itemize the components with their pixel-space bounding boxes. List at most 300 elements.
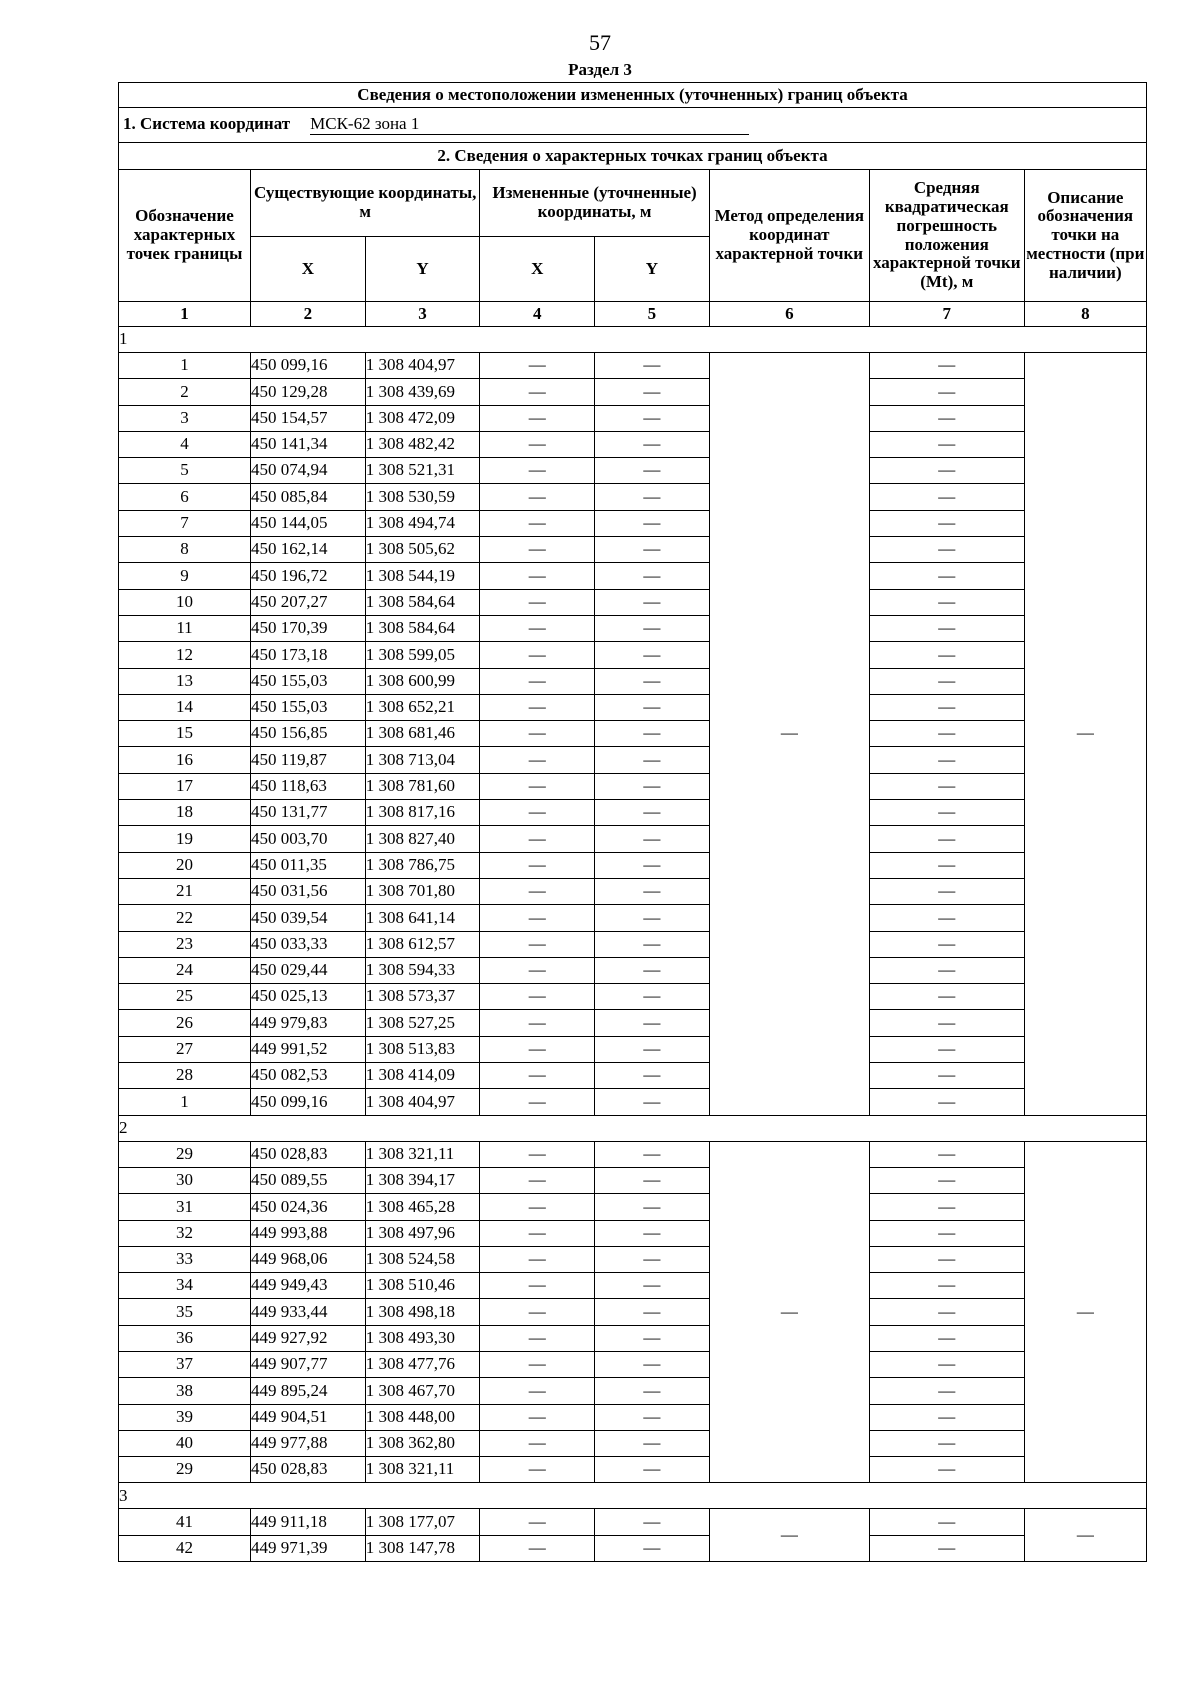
changed-x-cell: —: [480, 800, 595, 826]
method-cell: —: [709, 353, 869, 1116]
contour-label: 2: [119, 1115, 1147, 1141]
existing-y-cell: 1 308 448,00: [365, 1404, 480, 1430]
column-number: 5: [595, 302, 710, 327]
changed-x-cell: —: [480, 1351, 595, 1377]
changed-y-cell: —: [595, 642, 710, 668]
point-id-cell: 42: [119, 1535, 251, 1561]
existing-x-cell: 450 154,57: [251, 405, 366, 431]
changed-x-cell: —: [480, 615, 595, 641]
table-row: [119, 1457, 1147, 1483]
error-cell: —: [869, 1535, 1024, 1561]
existing-y-cell: 1 308 505,62: [365, 537, 480, 563]
error-cell: —: [869, 668, 1024, 694]
changed-y-cell: —: [595, 1457, 710, 1483]
table-row: [119, 405, 1147, 431]
existing-y-cell: 1 308 513,83: [365, 1036, 480, 1062]
changed-x-cell: —: [480, 1299, 595, 1325]
point-id-cell: 19: [119, 826, 251, 852]
error-cell: —: [869, 431, 1024, 457]
changed-y-cell: —: [595, 1378, 710, 1404]
existing-x-cell: 450 028,83: [251, 1457, 366, 1483]
changed-y-cell: —: [595, 694, 710, 720]
error-cell: —: [869, 957, 1024, 983]
changed-y-cell: —: [595, 589, 710, 615]
changed-y-cell: —: [595, 984, 710, 1010]
existing-y-cell: 1 308 781,60: [365, 773, 480, 799]
error-cell: —: [869, 589, 1024, 615]
changed-y-cell: —: [595, 878, 710, 904]
changed-x-cell: —: [480, 1430, 595, 1456]
changed-x-cell: —: [480, 642, 595, 668]
point-id-cell: 31: [119, 1194, 251, 1220]
changed-x-cell: —: [480, 1246, 595, 1272]
changed-x-cell: —: [480, 510, 595, 536]
method-cell: —: [709, 1141, 869, 1483]
error-cell: —: [869, 1167, 1024, 1193]
changed-x-cell: —: [480, 563, 595, 589]
column-number: 7: [869, 302, 1024, 327]
existing-x-cell: 450 074,94: [251, 458, 366, 484]
changed-x-cell: —: [480, 957, 595, 983]
error-cell: —: [869, 510, 1024, 536]
changed-x-cell: —: [480, 1325, 595, 1351]
changed-y-cell: —: [595, 1089, 710, 1115]
point-id-cell: 34: [119, 1273, 251, 1299]
changed-y-cell: —: [595, 1010, 710, 1036]
column-number: 1: [119, 302, 251, 327]
point-id-cell: 32: [119, 1220, 251, 1246]
existing-y-cell: 1 308 530,59: [365, 484, 480, 510]
changed-x-cell: —: [480, 1089, 595, 1115]
error-cell: —: [869, 484, 1024, 510]
existing-y-cell: 1 308 786,75: [365, 852, 480, 878]
changed-x-cell: —: [480, 1167, 595, 1193]
changed-y-cell: —: [595, 1325, 710, 1351]
existing-y-cell: 1 308 321,11: [365, 1457, 480, 1483]
changed-y-cell: —: [595, 405, 710, 431]
table-row: [119, 642, 1147, 668]
table-row: [119, 852, 1147, 878]
error-cell: —: [869, 353, 1024, 379]
error-cell: —: [869, 379, 1024, 405]
contour-label: 3: [119, 1483, 1147, 1509]
existing-x-cell: 450 129,28: [251, 379, 366, 405]
changed-y-cell: —: [595, 379, 710, 405]
existing-x-cell: 450 085,84: [251, 484, 366, 510]
changed-y-cell: —: [595, 563, 710, 589]
table-row: [119, 1404, 1147, 1430]
changed-y-cell: —: [595, 1299, 710, 1325]
error-cell: —: [869, 1457, 1024, 1483]
coord-system-value: МСК-62 зона 1: [310, 115, 749, 135]
changed-y-cell: —: [595, 1351, 710, 1377]
point-id-cell: 18: [119, 800, 251, 826]
existing-x-cell: 450 207,27: [251, 589, 366, 615]
changed-x-cell: —: [480, 852, 595, 878]
page-number: 57: [589, 30, 611, 55]
point-id-cell: 3: [119, 405, 251, 431]
existing-y-cell: 1 308 177,07: [365, 1509, 480, 1535]
existing-x-cell: 450 118,63: [251, 773, 366, 799]
error-cell: —: [869, 1089, 1024, 1115]
existing-y-cell: 1 308 510,46: [365, 1273, 480, 1299]
existing-y-cell: 1 308 827,40: [365, 826, 480, 852]
column-number: 2: [251, 302, 366, 327]
changed-y-cell: —: [595, 353, 710, 379]
point-id-cell: 39: [119, 1404, 251, 1430]
header-existing-coords: Существующие координаты, м: [251, 170, 480, 237]
existing-y-cell: 1 308 521,31: [365, 458, 480, 484]
point-id-cell: 23: [119, 931, 251, 957]
error-cell: —: [869, 826, 1024, 852]
point-id-cell: 7: [119, 510, 251, 536]
table-row: [119, 379, 1147, 405]
header-existing-x: X: [251, 237, 366, 302]
existing-x-cell: 449 968,06: [251, 1246, 366, 1272]
changed-x-cell: —: [480, 668, 595, 694]
table-row: [119, 458, 1147, 484]
changed-x-cell: —: [480, 1010, 595, 1036]
column-number: 6: [709, 302, 869, 327]
contour-group-row: [119, 1483, 1147, 1509]
table-row: [119, 589, 1147, 615]
existing-x-cell: 449 933,44: [251, 1299, 366, 1325]
error-cell: —: [869, 1378, 1024, 1404]
point-id-cell: 21: [119, 878, 251, 904]
description-cell: —: [1024, 353, 1146, 1116]
point-id-cell: 5: [119, 458, 251, 484]
table-row: [119, 773, 1147, 799]
point-id-cell: 10: [119, 589, 251, 615]
existing-x-cell: 450 155,03: [251, 694, 366, 720]
point-id-cell: 36: [119, 1325, 251, 1351]
table-row: [119, 1246, 1147, 1272]
error-cell: —: [869, 1430, 1024, 1456]
error-cell: —: [869, 852, 1024, 878]
error-cell: —: [869, 1273, 1024, 1299]
changed-y-cell: —: [595, 905, 710, 931]
table-row: [119, 353, 1147, 379]
existing-y-cell: 1 308 527,25: [365, 1010, 480, 1036]
error-cell: —: [869, 458, 1024, 484]
existing-y-cell: 1 308 482,42: [365, 431, 480, 457]
table-row: [119, 668, 1147, 694]
error-cell: —: [869, 800, 1024, 826]
point-id-cell: 26: [119, 1010, 251, 1036]
existing-y-cell: 1 308 544,19: [365, 563, 480, 589]
existing-x-cell: 450 162,14: [251, 537, 366, 563]
coord-system-row: [119, 108, 1147, 143]
existing-x-cell: 450 003,70: [251, 826, 366, 852]
header-point-designation: Обозначение характерных точек границы: [119, 170, 251, 302]
table-row: [119, 800, 1147, 826]
point-id-cell: 1: [119, 1089, 251, 1115]
changed-y-cell: —: [595, 1141, 710, 1167]
existing-x-cell: 450 119,87: [251, 747, 366, 773]
table-row: [119, 957, 1147, 983]
existing-y-cell: 1 308 498,18: [365, 1299, 480, 1325]
changed-y-cell: —: [595, 747, 710, 773]
point-id-cell: 28: [119, 1063, 251, 1089]
changed-x-cell: —: [480, 405, 595, 431]
existing-x-cell: 449 979,83: [251, 1010, 366, 1036]
changed-x-cell: —: [480, 1063, 595, 1089]
point-id-cell: 11: [119, 615, 251, 641]
changed-y-cell: —: [595, 431, 710, 457]
changed-x-cell: —: [480, 1404, 595, 1430]
changed-x-cell: —: [480, 878, 595, 904]
existing-y-cell: 1 308 362,80: [365, 1430, 480, 1456]
contour-group-row: [119, 327, 1147, 353]
point-id-cell: 8: [119, 537, 251, 563]
header-existing-y: Y: [365, 237, 480, 302]
table-row: [119, 1378, 1147, 1404]
changed-x-cell: —: [480, 1220, 595, 1246]
changed-x-cell: —: [480, 773, 595, 799]
existing-x-cell: 449 927,92: [251, 1325, 366, 1351]
existing-y-cell: 1 308 439,69: [365, 379, 480, 405]
table-row: [119, 984, 1147, 1010]
header-changed-x: X: [480, 237, 595, 302]
point-id-cell: 22: [119, 905, 251, 931]
table-row: [119, 431, 1147, 457]
contour-label: 1: [119, 327, 1147, 353]
existing-y-cell: 1 308 641,14: [365, 905, 480, 931]
table-row: [119, 484, 1147, 510]
header-method: Метод определения координат характерной точки: [709, 170, 869, 302]
changed-y-cell: —: [595, 1509, 710, 1535]
changed-x-cell: —: [480, 353, 595, 379]
point-id-cell: 40: [119, 1430, 251, 1456]
point-id-cell: 27: [119, 1036, 251, 1062]
point-id-cell: 33: [119, 1246, 251, 1272]
changed-x-cell: —: [480, 431, 595, 457]
existing-x-cell: 449 911,18: [251, 1509, 366, 1535]
table-row: [119, 1063, 1147, 1089]
existing-x-cell: 450 025,13: [251, 984, 366, 1010]
table-row: [119, 1535, 1147, 1561]
error-cell: —: [869, 1010, 1024, 1036]
changed-x-cell: —: [480, 484, 595, 510]
table-title: Сведения о местоположении измененных (уточненных) границ объекта: [119, 83, 1147, 108]
existing-y-cell: 1 308 467,70: [365, 1378, 480, 1404]
existing-y-cell: 1 308 477,76: [365, 1351, 480, 1377]
existing-x-cell: 450 011,35: [251, 852, 366, 878]
table-row: [119, 1167, 1147, 1193]
header-changed-coords: Измененные (уточненные) координаты, м: [480, 170, 709, 237]
error-cell: —: [869, 405, 1024, 431]
table-row: [119, 694, 1147, 720]
error-cell: —: [869, 773, 1024, 799]
changed-y-cell: —: [595, 1063, 710, 1089]
point-id-cell: 6: [119, 484, 251, 510]
changed-y-cell: —: [595, 721, 710, 747]
error-cell: —: [869, 1509, 1024, 1535]
existing-y-cell: 1 308 612,57: [365, 931, 480, 957]
error-cell: —: [869, 1063, 1024, 1089]
changed-y-cell: —: [595, 1036, 710, 1062]
changed-y-cell: —: [595, 931, 710, 957]
existing-x-cell: 450 144,05: [251, 510, 366, 536]
table-row: [119, 1273, 1147, 1299]
existing-y-cell: 1 308 584,64: [365, 615, 480, 641]
table-row: [119, 1351, 1147, 1377]
changed-x-cell: —: [480, 721, 595, 747]
existing-y-cell: 1 308 524,58: [365, 1246, 480, 1272]
existing-y-cell: 1 308 147,78: [365, 1535, 480, 1561]
existing-y-cell: 1 308 600,99: [365, 668, 480, 694]
point-id-cell: 16: [119, 747, 251, 773]
point-id-cell: 15: [119, 721, 251, 747]
changed-y-cell: —: [595, 800, 710, 826]
point-id-cell: 13: [119, 668, 251, 694]
existing-y-cell: 1 308 493,30: [365, 1325, 480, 1351]
changed-x-cell: —: [480, 1535, 595, 1561]
changed-x-cell: —: [480, 747, 595, 773]
existing-y-cell: 1 308 681,46: [365, 721, 480, 747]
changed-x-cell: —: [480, 379, 595, 405]
existing-x-cell: 450 131,77: [251, 800, 366, 826]
error-cell: —: [869, 984, 1024, 1010]
existing-y-cell: 1 308 701,80: [365, 878, 480, 904]
error-cell: —: [869, 721, 1024, 747]
existing-x-cell: 450 089,55: [251, 1167, 366, 1193]
changed-x-cell: —: [480, 905, 595, 931]
description-cell: —: [1024, 1509, 1146, 1562]
error-cell: —: [869, 1036, 1024, 1062]
changed-x-cell: —: [480, 1273, 595, 1299]
column-numbers-row: [119, 302, 1147, 327]
error-cell: —: [869, 878, 1024, 904]
changed-y-cell: —: [595, 957, 710, 983]
changed-x-cell: —: [480, 826, 595, 852]
description-cell: —: [1024, 1141, 1146, 1483]
point-id-cell: 12: [119, 642, 251, 668]
point-id-cell: 41: [119, 1509, 251, 1535]
existing-x-cell: 450 155,03: [251, 668, 366, 694]
existing-x-cell: 450 082,53: [251, 1063, 366, 1089]
changed-x-cell: —: [480, 1141, 595, 1167]
existing-x-cell: 449 895,24: [251, 1378, 366, 1404]
changed-x-cell: —: [480, 537, 595, 563]
existing-x-cell: 450 196,72: [251, 563, 366, 589]
changed-x-cell: —: [480, 1036, 595, 1062]
error-cell: —: [869, 1246, 1024, 1272]
table-row: [119, 1010, 1147, 1036]
point-id-cell: 1: [119, 353, 251, 379]
changed-x-cell: —: [480, 694, 595, 720]
existing-y-cell: 1 308 584,64: [365, 589, 480, 615]
contour-group-row: [119, 1115, 1147, 1141]
existing-y-cell: 1 308 817,16: [365, 800, 480, 826]
existing-y-cell: 1 308 394,17: [365, 1167, 480, 1193]
error-cell: —: [869, 931, 1024, 957]
existing-x-cell: 450 173,18: [251, 642, 366, 668]
existing-y-cell: 1 308 321,11: [365, 1141, 480, 1167]
table-row: [119, 721, 1147, 747]
table-row: [119, 537, 1147, 563]
point-id-cell: 38: [119, 1378, 251, 1404]
changed-x-cell: —: [480, 1378, 595, 1404]
table-row: [119, 1089, 1147, 1115]
table-row: [119, 1141, 1147, 1167]
table-subtitle: 2. Сведения о характерных точках границ объекта: [119, 143, 1147, 170]
changed-y-cell: —: [595, 458, 710, 484]
changed-x-cell: —: [480, 984, 595, 1010]
table-row: [119, 1194, 1147, 1220]
error-cell: —: [869, 1141, 1024, 1167]
point-id-cell: 29: [119, 1457, 251, 1483]
changed-y-cell: —: [595, 1430, 710, 1456]
point-id-cell: 37: [119, 1351, 251, 1377]
point-id-cell: 35: [119, 1299, 251, 1325]
existing-x-cell: 449 977,88: [251, 1430, 366, 1456]
coord-system-label: 1. Система координат: [123, 114, 291, 134]
existing-x-cell: 450 033,33: [251, 931, 366, 957]
existing-x-cell: 450 029,44: [251, 957, 366, 983]
changed-y-cell: —: [595, 484, 710, 510]
existing-x-cell: 450 099,16: [251, 353, 366, 379]
existing-x-cell: 450 024,36: [251, 1194, 366, 1220]
method-cell: —: [709, 1509, 869, 1562]
error-cell: —: [869, 747, 1024, 773]
error-cell: —: [869, 563, 1024, 589]
error-cell: —: [869, 642, 1024, 668]
column-number: 3: [365, 302, 480, 327]
table-row: [119, 1299, 1147, 1325]
point-id-cell: 17: [119, 773, 251, 799]
existing-x-cell: 449 971,39: [251, 1535, 366, 1561]
error-cell: —: [869, 615, 1024, 641]
error-cell: —: [869, 1351, 1024, 1377]
existing-x-cell: 450 039,54: [251, 905, 366, 931]
boundary-points-table: [118, 82, 1147, 1562]
point-id-cell: 24: [119, 957, 251, 983]
existing-y-cell: 1 308 573,37: [365, 984, 480, 1010]
point-id-cell: 4: [119, 431, 251, 457]
table-row: [119, 747, 1147, 773]
error-cell: —: [869, 1299, 1024, 1325]
error-cell: —: [869, 1325, 1024, 1351]
existing-x-cell: 449 904,51: [251, 1404, 366, 1430]
changed-y-cell: —: [595, 1535, 710, 1561]
changed-x-cell: —: [480, 589, 595, 615]
header-changed-y: Y: [595, 237, 710, 302]
existing-x-cell: 450 099,16: [251, 1089, 366, 1115]
existing-x-cell: 450 031,56: [251, 878, 366, 904]
existing-y-cell: 1 308 472,09: [365, 405, 480, 431]
changed-y-cell: —: [595, 1404, 710, 1430]
changed-y-cell: —: [595, 668, 710, 694]
changed-y-cell: —: [595, 1246, 710, 1272]
header-description: Описание обозначения точки на местности (при наличии): [1024, 170, 1146, 302]
changed-y-cell: —: [595, 773, 710, 799]
point-id-cell: 30: [119, 1167, 251, 1193]
existing-x-cell: 450 028,83: [251, 1141, 366, 1167]
changed-y-cell: —: [595, 615, 710, 641]
changed-x-cell: —: [480, 1457, 595, 1483]
existing-x-cell: 449 907,77: [251, 1351, 366, 1377]
error-cell: —: [869, 1194, 1024, 1220]
table-row: [119, 1430, 1147, 1456]
point-id-cell: 29: [119, 1141, 251, 1167]
table-row: [119, 1220, 1147, 1246]
changed-y-cell: —: [595, 1273, 710, 1299]
error-cell: —: [869, 1404, 1024, 1430]
table-row: [119, 1509, 1147, 1535]
existing-y-cell: 1 308 494,74: [365, 510, 480, 536]
existing-x-cell: 449 991,52: [251, 1036, 366, 1062]
